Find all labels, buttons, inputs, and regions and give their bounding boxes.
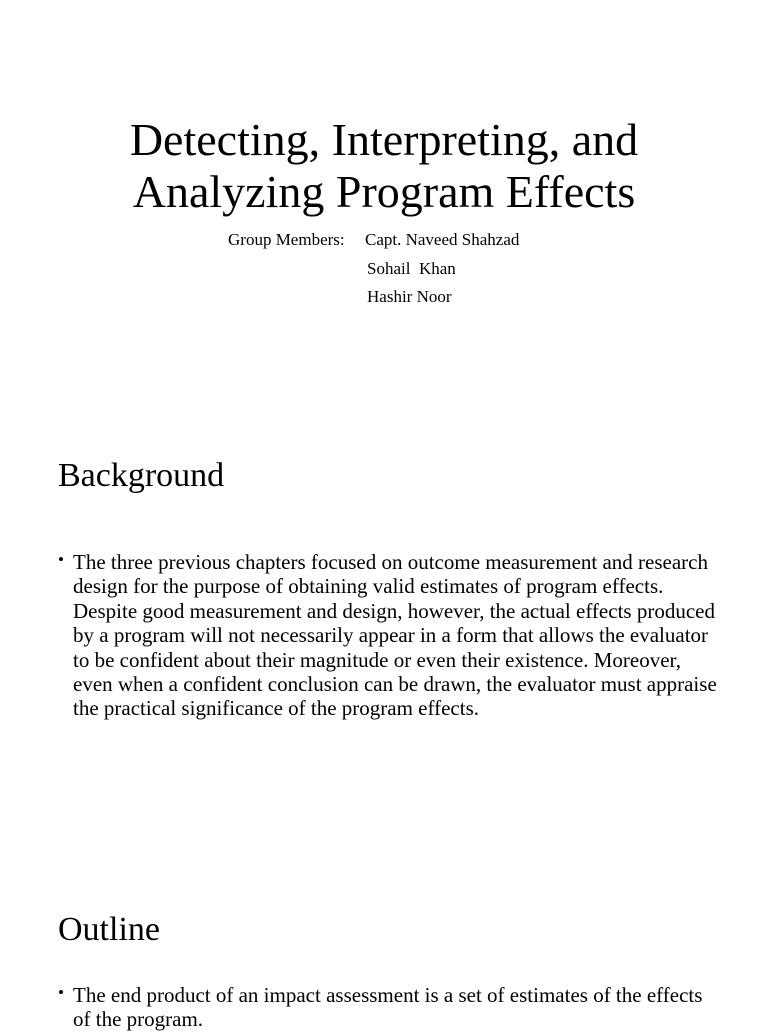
bullet-list: [58, 983, 708, 1032]
member-name: Capt. Naveed Shahzad: [365, 230, 520, 249]
member-name: Hashir Noor: [367, 287, 452, 306]
member-name: Sohail Khan: [367, 259, 456, 278]
title-line-1: Detecting, Interpreting, and: [129, 114, 639, 165]
background-slide: [0, 432, 768, 864]
bullet-icon: •: [58, 550, 64, 569]
bullet-item: [58, 550, 718, 721]
title-slide: [0, 0, 768, 432]
outline-slide: [0, 864, 768, 1032]
bullet-text: The end product of an impact assessment is a set of estimates of the effects of the program.: [73, 983, 703, 1032]
title-line-2: Analyzing Program Effects: [132, 166, 636, 217]
bullet-item: [58, 983, 708, 1032]
bullet-list: [58, 550, 718, 721]
slide-heading: Outline: [58, 911, 160, 948]
group-members-label: Group Members:: [228, 230, 345, 249]
bullet-icon: •: [58, 983, 64, 1002]
presentation-title: [0, 114, 768, 218]
slide-heading: Background: [58, 457, 225, 494]
bullet-text: The three previous chapters focused on outcome measurement and research design for the purpose of obtaining valid estimates of program effects. Despite good measurement and design, however, the actual effects produced by a program will not necessarily appear in a form that allows the evaluator to be confident about their magnitude or even their existence. Moreover, even when a confident conclusion can be drawn, the evaluator must appraise the practical significance of the program effects.: [73, 550, 717, 721]
